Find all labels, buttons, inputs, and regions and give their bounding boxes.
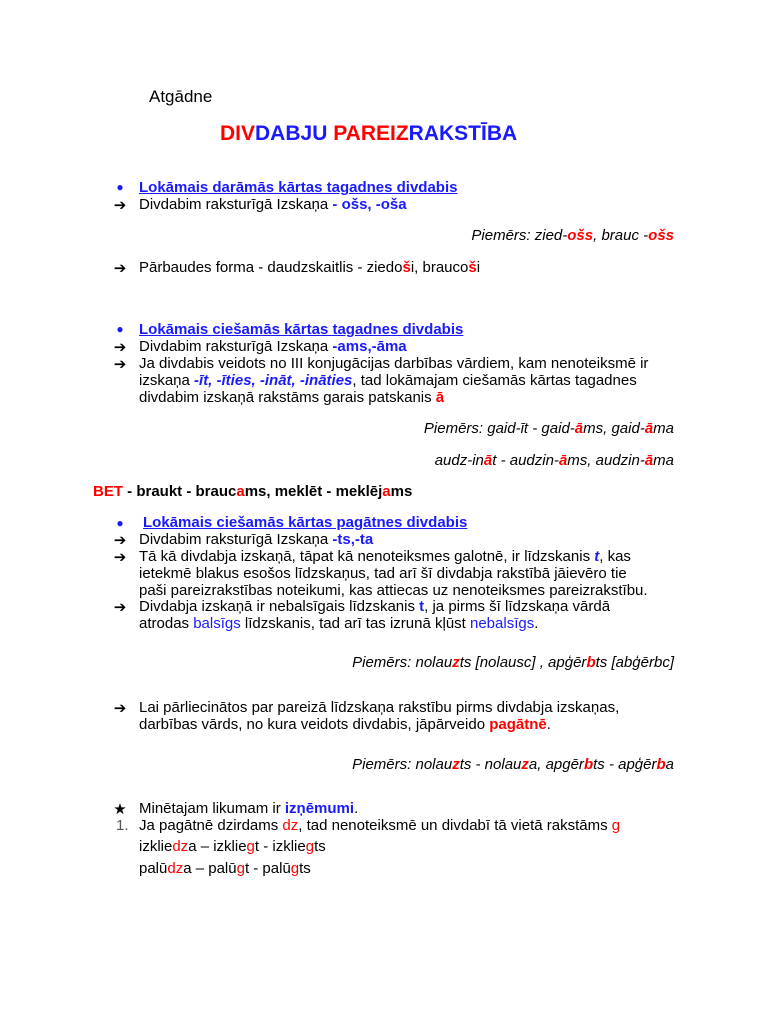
- exception-example-2: palūdza – palūgt - palūgts: [139, 860, 311, 877]
- s2-ending-line: Divdabim raksturīgā Izskaņa -ams,-āma: [139, 338, 407, 355]
- s2-rule-line-2: izskaņa -īt, -īties, -ināt, -ināties, tad lokāmajam ciešamās kārtas tagadnes: [139, 372, 637, 389]
- s1-check-line: Pārbaudes forma - daudzskaitlis - ziedoši, braucoši: [139, 259, 481, 276]
- arrow-icon: ➔: [113, 260, 127, 277]
- section-3-title: Lokāmais ciešamās kārtas pagātnes divdabis: [143, 514, 468, 531]
- s3-example-2: Piemērs: nolauzts - nolauza, apgērbts - apģērba: [352, 756, 674, 773]
- s3-rule-line-5: atrodas balsīgs līdzskanis, tad arī tas izrunā kļūst nebalsīgs.: [139, 615, 539, 632]
- exceptions-line: Minētajam likumam ir izņēmumi.: [139, 800, 359, 817]
- s3-rule-line-3: paši pareizrakstības noteikumi, kas attiecas uz nenoteiksmes pareizrakstību.: [139, 582, 648, 599]
- section-2-title: Lokāmais ciešamās kārtas tagadnes divdabis: [139, 321, 464, 338]
- s3-rule-line-4: Divdabja izskaņā ir nebalsīgais līdzskanis t, ja pirms šī līdzskaņa vārdā: [139, 598, 611, 615]
- arrow-icon: ➔: [113, 197, 127, 214]
- s3-rule-line-6: Lai pārliecinātos par pareizā līdzskaņa rakstību pirms divdabja izskaņas,: [139, 699, 620, 716]
- arrow-icon: ➔: [113, 356, 127, 373]
- arrow-icon: ➔: [113, 700, 127, 717]
- bet-line: BET - braukt - braucams, meklēt - meklējams: [93, 483, 413, 500]
- exception-example-1: izkliedza – izkliegt - izkliegts: [139, 838, 326, 855]
- arrow-icon: ➔: [113, 549, 127, 566]
- arrow-icon: ➔: [113, 339, 127, 356]
- s3-rule-line-2: ietekmē blakus esošos līdzskaņus, tad arī šī divdabja rakstībā jāievēro tie: [139, 565, 627, 582]
- s2-rule-line-3: divdabim izskaņā rakstāms garais patskanis ā: [139, 389, 445, 406]
- heading: Atgādne: [149, 87, 213, 106]
- star-icon: ★: [113, 801, 127, 818]
- s3-rule-line-7: darbības vārds, no kura veidots divdabis, jāpārveido pagātnē.: [139, 716, 551, 733]
- arrow-icon: ➔: [113, 532, 127, 549]
- s3-rule-line-1: Tā kā divdabja izskaņā, tāpat kā nenoteiksmes galotnē, ir līdzskanis t, kas: [139, 548, 631, 565]
- bullet-icon: ●: [116, 322, 124, 336]
- s3-ending-line: Divdabim raksturīgā Izskaņa -ts,-ta: [139, 531, 374, 548]
- bullet-icon: ●: [116, 180, 124, 194]
- section-1-title: Lokāmais darāmās kārtas tagadnes divdabis: [139, 179, 458, 196]
- s3-example-1: Piemērs: nolauzts [nolausc] , apģērbts [abģērbc]: [352, 654, 674, 671]
- arrow-icon: ➔: [113, 599, 127, 616]
- exception-rule-line: Ja pagātnē dzirdams dz, tad nenoteiksmē un divdabī tā vietā rakstāms g: [139, 817, 621, 834]
- s2-example-2: audz-ināt - audzin-āms, audzin-āma: [434, 452, 674, 469]
- list-number: 1.: [116, 817, 129, 834]
- page-title: DIVDABJU PAREIZRAKSTĪBA: [220, 122, 518, 145]
- bullet-icon: ●: [116, 516, 124, 530]
- s1-ending-line: Divdabim raksturīgā Izskaņa - ošs, -oša: [139, 196, 407, 213]
- s1-example: Piemērs: zied-ošs, brauc -ošs: [471, 227, 674, 244]
- s2-example-1: Piemērs: gaid-īt - gaid-āms, gaid-āma: [423, 420, 674, 437]
- s2-rule-line-1: Ja divdabis veidots no III konjugācijas darbības vārdiem, kam nenoteiksmē ir: [139, 355, 649, 372]
